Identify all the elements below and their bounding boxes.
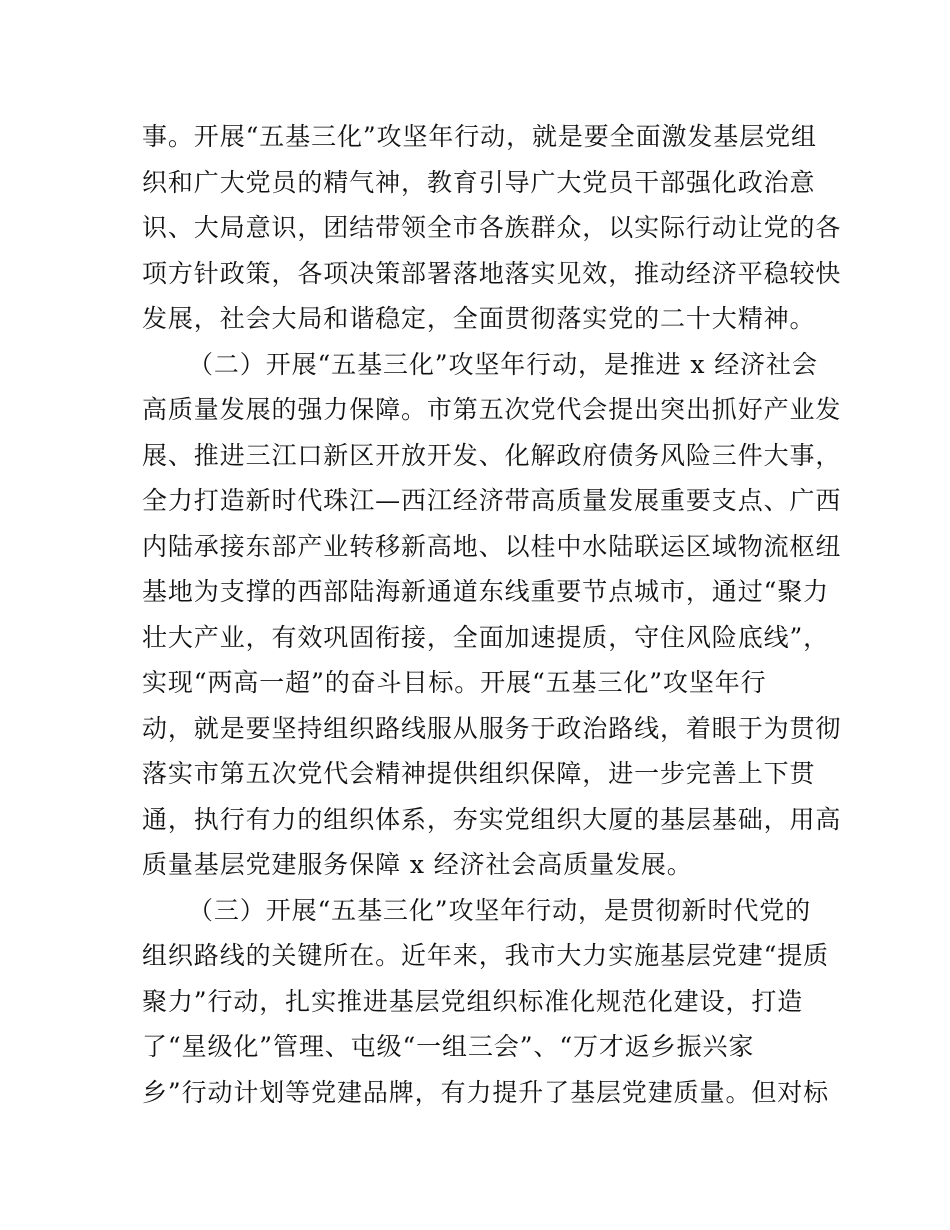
text-line: 乡”行动计划等党建品牌，有力提升了基层党建质量。但对标	[142, 1077, 830, 1107]
text-line: 内陆承接东部产业转移新高地、以桂中水陆联运区域物流枢纽	[142, 531, 842, 561]
text-line: 了“星级化”管理、屯级“一组三会”、“万才返乡振兴家	[142, 1032, 755, 1061]
text-line: 识、大局意识，团结带领全市各族群众，以实际行动让党的各	[142, 213, 842, 242]
text-line: 通，执行有力的组织体系，夯实党组织大厦的基层基础，用高	[142, 804, 842, 834]
text-line: （三）开展“五基三化”攻坚年行动，是贯彻新时代党的	[188, 895, 812, 925]
text-line: 全力打造新时代珠江—西江经济带高质量发展重要支点、广西	[142, 486, 842, 515]
document-body	[142, 114, 842, 1115]
text-line: 展、推进三江口新区开放开发、化解政府债务风险三件大事，	[142, 440, 842, 470]
paragraph-1	[142, 114, 842, 342]
text-line: 实现“两高一超”的奋斗目标。开展“五基三化”攻坚年行	[142, 668, 767, 697]
text-line: 基地为支撑的西部陆海新通道东线重要节点城市，通过“聚力	[142, 577, 830, 606]
text-line: 发展，社会大局和谐稳定，全面贯彻落实党的二十大精神。	[142, 304, 816, 333]
text-line: 聚力”行动，扎实推进基层党组织标准化规范化建设，打造	[142, 986, 804, 1016]
text-line: 落实市第五次党代会精神提供组织保障，进一步完善上下贯	[142, 759, 816, 788]
text-line: 项方针政策，各项决策部署落地落实见效，推动经济平稳较快	[142, 258, 842, 288]
paragraph-2	[142, 342, 842, 888]
text-line: 壮大产业，有效巩固衔接，全面加速提质，守住风险底线”，	[142, 622, 830, 652]
text-line: 动，就是要坚持组织路线服从服务于政治路线，着眼于为贯彻	[142, 713, 842, 743]
text-line: 组织路线的关键所在。近年来，我市大力实施基层党建“提质	[142, 941, 830, 970]
text-line: 织和广大党员的精气神，教育引导广大党员干部强化政治意	[142, 167, 816, 197]
text-line: 事。开展“五基三化”攻坚年行动，就是要全面激发基层党组	[142, 122, 817, 151]
text-line: 高质量发展的强力保障。市第五次党代会提出突出抓好产业发	[142, 395, 842, 424]
text-line: 质量基层党建服务保障 x 经济社会高质量发展。	[142, 850, 693, 879]
text-line: （二）开展“五基三化”攻坚年行动，是推进 x 经济社会	[188, 349, 818, 379]
paragraph-3	[142, 888, 830, 1116]
